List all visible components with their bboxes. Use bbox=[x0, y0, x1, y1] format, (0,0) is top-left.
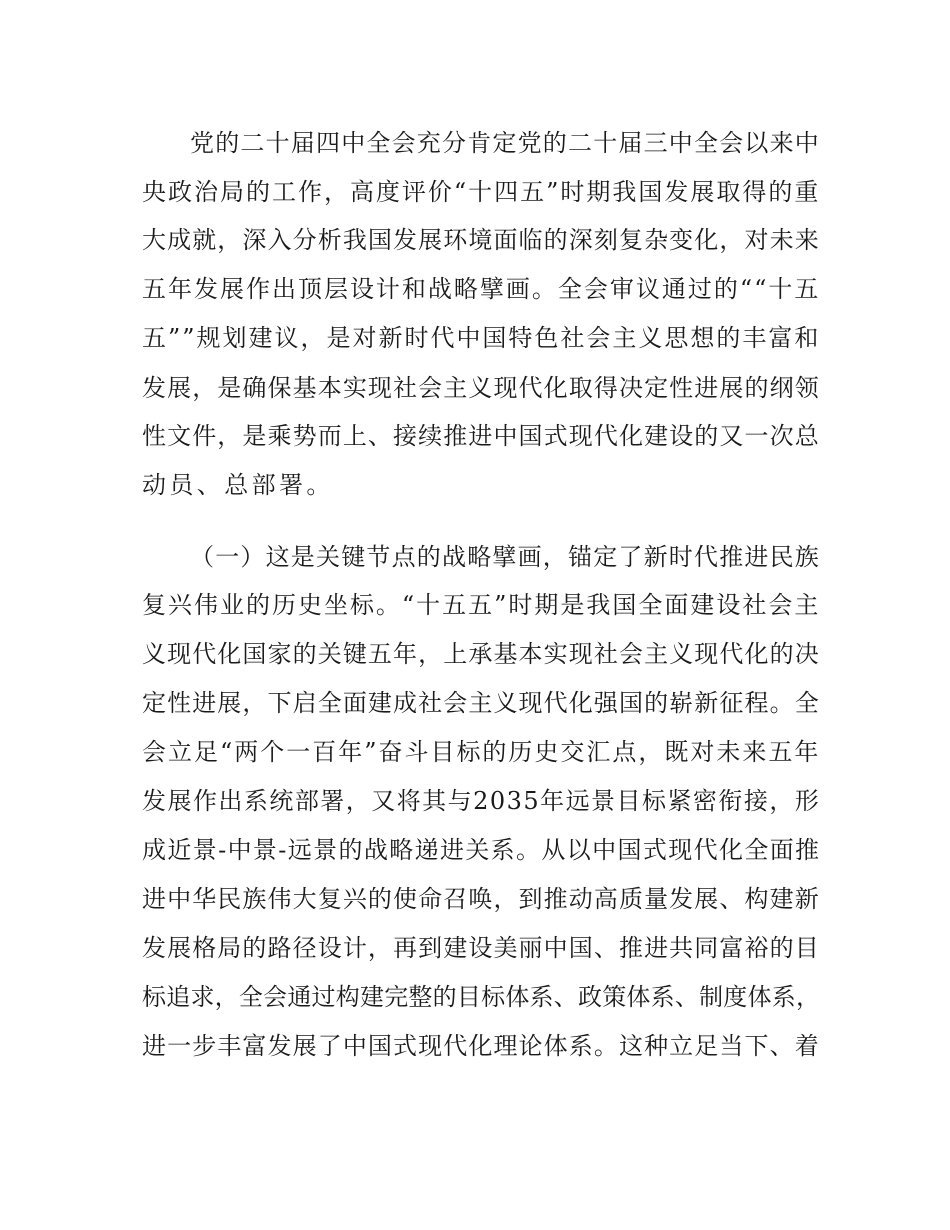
paragraph-2-line-6: 发展作出系统部署，又将其与2035年远景目标紧密衔接，形 bbox=[142, 787, 821, 815]
paragraph-1-line-5: 五””规划建议，是对新时代中国特色社会主义思想的丰富和 bbox=[142, 324, 821, 352]
paragraph-2-line-1: （一）这是关键节点的战略擘画，锚定了新时代推进民族 bbox=[190, 543, 820, 571]
paragraph-2-line-9: 发展格局的路径设计，再到建设美丽中国、推进共同富裕的目 bbox=[142, 934, 820, 962]
paragraph-2-line-10: 标追求，全会通过构建完整的目标体系、政策体系、制度体系， bbox=[142, 983, 821, 1011]
paragraph-1-line-4: 五年发展作出顶层设计和战略擘画。全会审议通过的““十五 bbox=[142, 275, 821, 303]
paragraph-2-line-2: 复兴伟业的历史坐标。“十五五”时期是我国全面建设社会主 bbox=[142, 591, 821, 619]
paragraph-1-line-8: 动员、总部署。 bbox=[142, 471, 334, 499]
paragraph-1-line-6: 发展，是确保基本实现社会主义现代化取得决定性进展的纲领 bbox=[142, 374, 820, 402]
paragraph-2-line-4: 定性进展，下启全面建成社会主义现代化强国的崭新征程。全 bbox=[142, 689, 820, 717]
paragraph-1-line-7: 性文件，是乘势而上、接续推进中国式现代化建设的又一次总 bbox=[142, 422, 820, 450]
paragraph-2-line-3: 义现代化国家的关键五年，上承基本实现社会主义现代化的决 bbox=[142, 640, 820, 668]
paragraph-2-line-7: 成近景-中景-远景的战略递进关系。从以中国式现代化全面推 bbox=[142, 836, 821, 864]
paragraph-2-line-11: 进一步丰富发展了中国式现代化理论体系。这种立足当下、着 bbox=[142, 1032, 820, 1060]
paragraph-1-line-2: 央政治局的工作，高度评价“十四五”时期我国发展取得的重 bbox=[142, 178, 821, 206]
paragraph-2-line-5: 会立足“两个一百年”奋斗目标的历史交汇点，既对未来五年 bbox=[142, 738, 821, 766]
paragraph-2-line-8: 进中华民族伟大复兴的使命召唤，到推动高质量发展、构建新 bbox=[142, 885, 820, 913]
paragraph-1-line-3: 大成就，深入分析我国发展环境面临的深刻复杂变化，对未来 bbox=[142, 226, 820, 254]
paragraph-1-line-1: 党的二十届四中全会充分肯定党的二十届三中全会以来中 bbox=[190, 129, 820, 157]
